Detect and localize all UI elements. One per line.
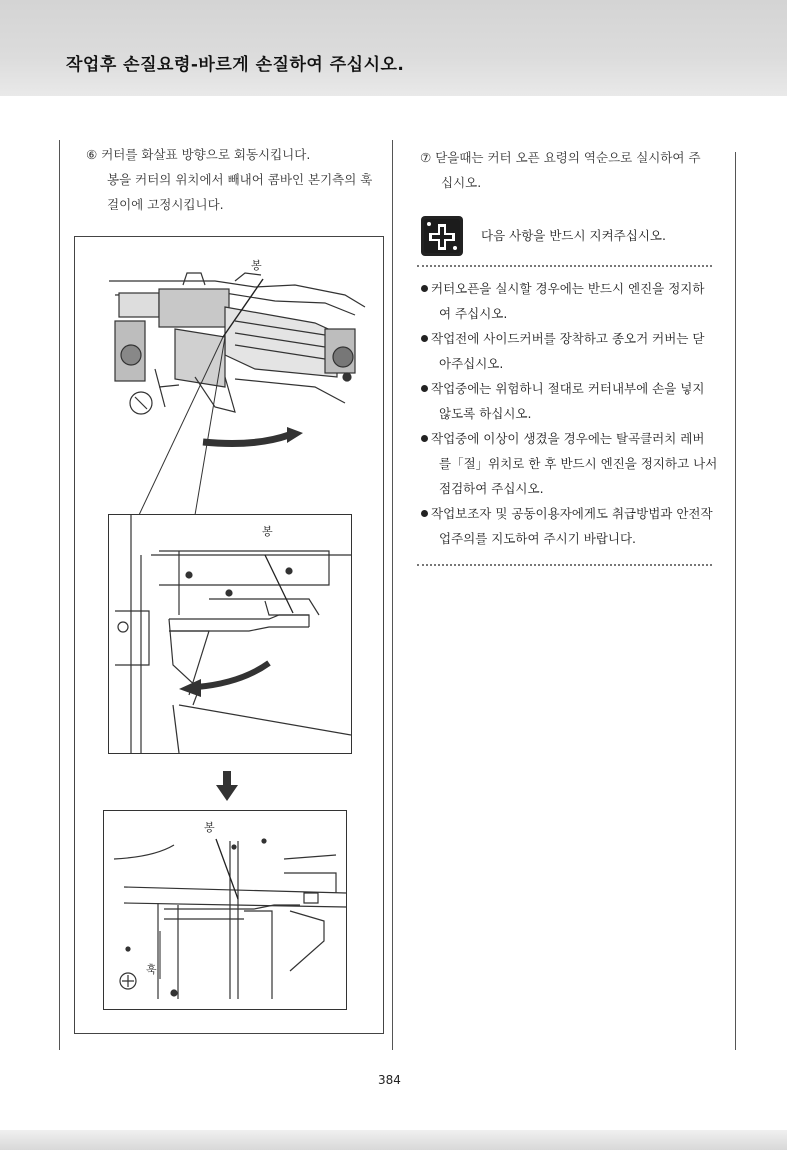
caution-cross-icon: [421, 216, 463, 256]
step-6-line-3: 걸이에 고정시킵니다.: [107, 197, 224, 212]
bullet-dot-icon: [421, 435, 428, 442]
step-7-line-2: 십시오.: [441, 175, 482, 190]
caution-list: [421, 276, 721, 551]
callout-lines: [75, 237, 383, 537]
bullet-dot-icon: [421, 285, 428, 292]
list-item: 작업중에는 위험하니 절대로 커터내부에 손을 넣지 않도록 하십시오.: [421, 376, 721, 426]
detail-inset-bottom: [103, 810, 347, 1010]
step-6-text: [86, 142, 386, 217]
caution-label: 다음 사항을 반드시 지켜주십시오.: [481, 228, 666, 243]
dotted-divider-bottom: [417, 564, 712, 566]
header-band: [0, 0, 787, 96]
footer-band: [0, 1130, 787, 1150]
column-divider: [392, 140, 393, 1050]
page-number: 384: [378, 1073, 401, 1087]
step-7-number: ⑦: [420, 150, 432, 165]
figure-frame: [74, 236, 384, 1034]
list-item: 커터오픈을 실시할 경우에는 반드시 엔진을 정지하 여 주십시오.: [421, 276, 721, 326]
bullet-dot-icon: [421, 385, 428, 392]
rod-label-middle: 봉: [262, 525, 273, 538]
list-item: 작업보조자 및 공동이용자에게도 취급방법과 안전작 업주의를 지도하여 주시기 바랍니다.: [421, 501, 721, 551]
step-7-text: [420, 145, 720, 195]
page-title: 작업후 손질요령-바르게 손질하여 주십시오.: [66, 55, 405, 75]
step-6-number: ⑥: [86, 147, 98, 162]
bullet-dot-icon: [421, 510, 428, 517]
rod-label-bottom: 봉: [204, 821, 215, 834]
step-7-line-1: 닫을때는 커터 오픈 요령의 역순으로 실시하여 주: [435, 150, 701, 165]
bullet-dot-icon: [421, 335, 428, 342]
rod-label-top: 봉: [251, 259, 262, 272]
left-margin-rule: [59, 140, 60, 1050]
list-item: 작업전에 사이드커버를 장착하고 종오거 커버는 닫 아주십시오.: [421, 326, 721, 376]
step-6-line-1: 커터를 화살표 방향으로 회동시킵니다.: [101, 147, 311, 162]
dotted-divider-top: [417, 265, 712, 267]
step-6-line-2: 봉을 커터의 위치에서 빼내어 콤바인 본기측의 훅: [107, 172, 373, 187]
detail-inset-middle: [108, 514, 352, 754]
right-margin-rule: [735, 152, 736, 1050]
list-item: 작업중에 이상이 생겼을 경우에는 탈곡클러치 레버 를「절」위치로 한 후 반드시 엔진을 정지하고 나서 점검하여 주십시오.: [421, 426, 721, 501]
down-arrow-icon: [216, 771, 238, 803]
hook-label: 훅: [146, 963, 157, 976]
